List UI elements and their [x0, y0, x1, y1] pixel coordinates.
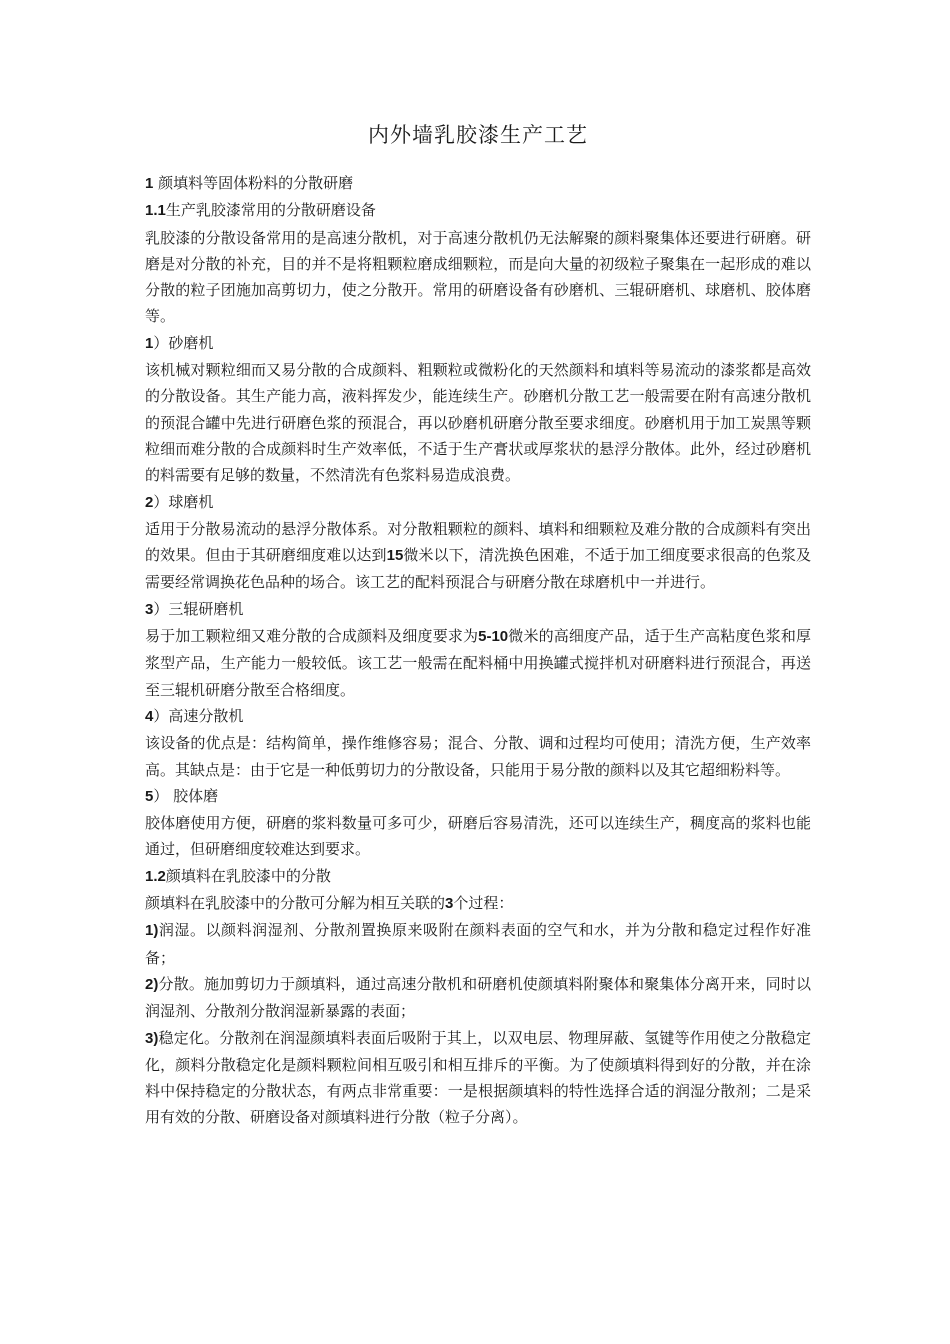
section-title: 颜填料在乳胶漆中的分散: [165, 866, 331, 885]
item-1-paragraph: 该机械对颗粒细而又易分散的合成颜料、粗颗粒或微粉化的天然颜料和填料等易流动的漆浆都是高效的分散设备。其生产能力高，液料挥发少，能连续生产。砂磨机分散工艺一般需要在附有高速分散机的预混合罐中先进行研磨色浆的预混合，再以砂磨机研磨分散至要求细度。砂磨机用于加工炭黑等颗粒细而难分散的合成颜料时生产效率低，不适于生产膏状或厚浆状的悬浮分散体。此外，经过砂磨机的料需要有足够的数量，不然清洗有色浆料易造成浪费。: [145, 361, 811, 485]
section-1-heading: [145, 170, 811, 197]
section-1-2-paragraph: [145, 890, 811, 917]
text-run: 微米的高细度产品，适于生产高粘度色浆和厚浆型产品，生产能力一般较低。该工艺一般需在配料桶中用换罐式搅拌机对研磨料进行预混合，再送至三辊机研磨分散至合格细度。: [145, 627, 811, 699]
item-number: 2: [145, 493, 154, 511]
item-title: ）高速分散机: [153, 706, 244, 725]
item-number: 3: [145, 600, 154, 618]
section-1-2-heading: [145, 863, 811, 890]
section-number: 1: [145, 175, 154, 192]
item-1-heading: [145, 330, 811, 357]
document-page: [145, 118, 811, 1131]
text-run: 个过程：: [453, 894, 514, 913]
section-number: 1.2: [145, 867, 166, 885]
section-1-1-heading: [145, 197, 811, 224]
step-number: 3): [145, 1029, 159, 1047]
step-3-paragraph: [145, 1025, 811, 1131]
text-run: 易于加工颗粒细又难分散的合成颜料及细度要求为: [145, 627, 479, 646]
text-run: 颜填料在乳胶漆中的分散可分解为相互关联的: [145, 894, 446, 913]
inline-number: 5-10: [478, 628, 509, 646]
item-number: 4: [145, 707, 154, 725]
document-title: 内外墙乳胶漆生产工艺: [368, 123, 588, 147]
item-4-heading: [145, 703, 811, 730]
section-number: 1.1: [145, 202, 166, 220]
inline-number: 3: [445, 895, 454, 913]
item-title: ）球磨机: [153, 492, 214, 511]
section-title: 颜填料等固体粉料的分散研磨: [153, 174, 354, 192]
text-run: 微米以下，清洗换色困难，不适于加工细度要求很高的色浆及需要经常调换花色品种的场合。该工艺的配料预混合与研磨分散在球磨机中一并进行。: [145, 546, 811, 592]
item-4-paragraph: 该设备的优点是：结构简单，操作维修容易；混合、分散、调和过程均可使用；清洗方便，生产效率高。其缺点是：由于它是一种低剪切力的分散设备，只能用于易分散的颜料以及其它超细粉料等。: [145, 734, 811, 779]
item-2-heading: [145, 489, 811, 516]
section-title: 生产乳胶漆常用的分散研磨设备: [165, 201, 376, 220]
inline-number: 15: [386, 547, 404, 565]
step-text: 润湿。以颜料润湿剂、分散剂置换原来吸附在颜料表面的空气和水，并为分散和稳定过程作好准备；: [145, 921, 811, 967]
item-5-paragraph: 胶体磨使用方便，研磨的浆料数量可多可少，研磨后容易清洗，还可以连续生产，稠度高的浆料也能通过，但研磨细度较难达到要求。: [145, 814, 811, 859]
item-title: ） 胶体磨: [153, 786, 219, 805]
item-3-heading: [145, 596, 811, 623]
intro-paragraph: 乳胶漆的分散设备常用的是高速分散机，对于高速分散机仍无法解聚的颜料聚集体还要进行研磨。研磨是对分散的补充，目的并不是将粗颗粒磨成细颗粒，而是向大量的初级粒子聚集在一起形成的难以分散的粒子团施加高剪切力，使之分散开。常用的研磨设备有砂磨机、三辊研磨机、球磨机、胶体磨等。: [145, 228, 811, 326]
item-number: 5: [145, 787, 154, 805]
item-number: 1: [145, 334, 154, 352]
step-1-paragraph: [145, 917, 811, 971]
item-title: ）三辊研磨机: [153, 599, 244, 618]
item-3-paragraph: [145, 623, 811, 703]
step-2-paragraph: [145, 971, 811, 1025]
step-text: 稳定化。分散剂在润湿颜填料表面后吸附于其上，以双电层、物理屏蔽、氢键等作用使之分散稳定化，颜料分散稳定化是颜料颗粒间相互吸引和相互排斥的平衡。为了使颜填料得到好的分散，并在涂料中保持稳定的分散状态，有两点非常重要：一是根据颜填料的特性选择合适的润湿分散剂；二是采用有效的分散、研磨设备对颜填料进行分散（粒子分离）。: [145, 1028, 811, 1127]
item-title: ）砂磨机: [153, 333, 214, 352]
step-number: 2): [145, 975, 159, 993]
step-text: 分散。施加剪切力于颜填料，通过高速分散机和研磨机使颜填料附聚体和聚集体分离开来，同时以润湿剂、分散剂分散润湿新暴露的表面；: [145, 974, 811, 1021]
item-2-paragraph: [145, 516, 811, 596]
item-5-heading: [145, 783, 811, 810]
step-number: 1): [145, 922, 159, 940]
text-run: 适用于分散易流动的悬浮分散体系。对分散粗颗粒的颜料、填料和细颗粒及难分散的合成颜料有突出的效果。但由于其研磨细度难以达到: [145, 519, 811, 565]
